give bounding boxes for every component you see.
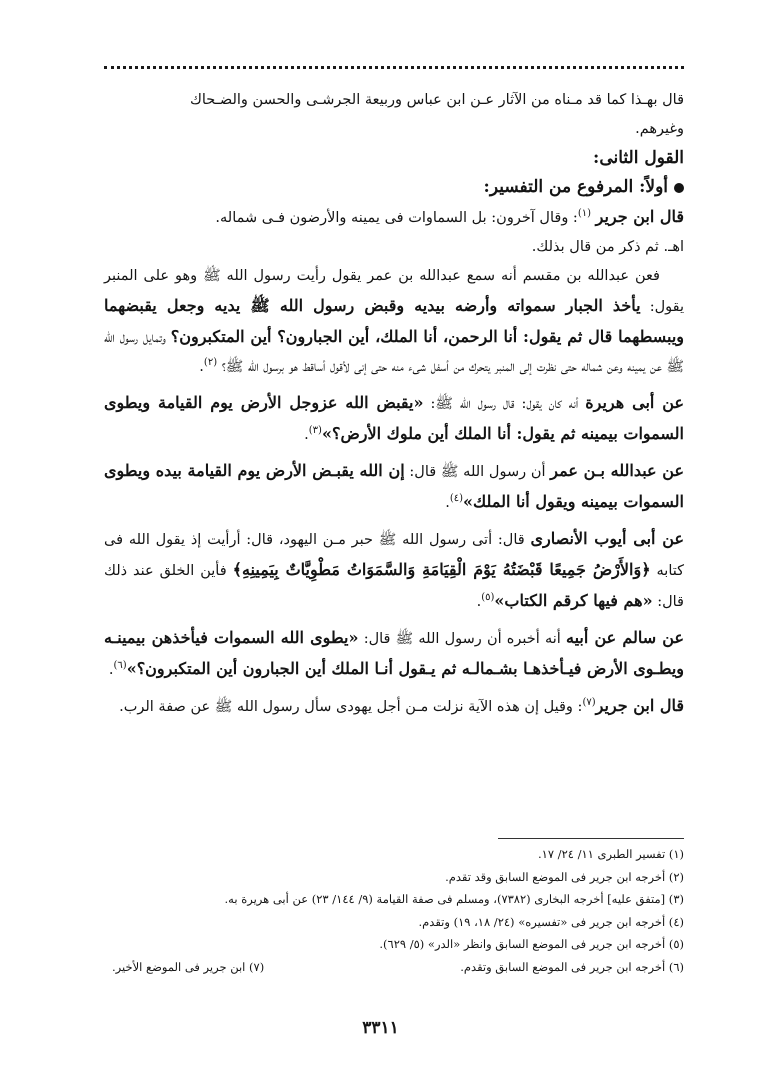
ibn-jarir-1-text: : وقال آخرون: بل السماوات فى يمينه والأرضون فـى شماله.	[215, 210, 578, 226]
hadith-2-lead: عن أبى هريرة	[585, 393, 685, 412]
hadith-2: عن أبى هريرة أنه كان يقول: قال رسول الله ﷺ: «يقبض الله عزوجل الأرض يوم القيامة ويطوى السموات بيمينه ثم يقول: أنا الملك أين ملوك الأرض؟»$^{(٣)}$.	[104, 393, 685, 443]
heading-marfu	[104, 173, 684, 202]
hadith-5-lead: عن سالم عن أبيه	[566, 628, 685, 647]
hadith-2-part1: أنه كان يقول: قال رسول الله ﷺ:	[430, 396, 579, 412]
footnote-5: (٥) أخرجه ابن جرير فى الموضع السابق وانظر «الدر» (٥/ ٦٢٩).	[379, 937, 684, 951]
hadith-4-part1: قال: أتى رسول الله ﷺ حبر مـن اليهود، قال: أرأيت إذ يقول الله فى كتابه	[104, 532, 685, 579]
footnote-6: (٦) أخرجه ابن جرير فى الموضع السابق وتقدم.	[460, 959, 684, 974]
ibn-jarir-2	[104, 691, 684, 722]
hadith-4-bold: «هم فيها كرقم الكتاب»	[494, 591, 653, 610]
hadith-1: فعن عبدالله بن مقسم أنه سمع عبدالله بن عمر يقول رأيت رسول الله ﷺ وهو على المنبر يقول: يأخذ الجبار سمواته وأرضه بيديه وقبض رسول الله ﷺ يديه وجعل يقبضهما ويبسطهما قال ثم يقول: أنا الرحمن، أنا الملك، أين الجبارون؟ أين المتكبرون؟ وتمايل رسول الله ﷺ عن يمينه وعن شماله حتى نظرت إلى المنبر يتحرك من أسفل شىء منه حتى إنى لأقول أساقط هو برسول الله ﷺ؟ $^{(٢)}$.	[104, 268, 685, 375]
footnote-2: (٢) أخرجه ابن جرير فى الموضع السابق وقد تقدم.	[445, 869, 684, 884]
hadith-3-bold: إن الله يقبـض الأرض يوم القيامة بيده ويطوى السموات بيمينه ويقول أنا الملك»	[104, 461, 684, 511]
footnote-separator	[498, 838, 684, 839]
hadith-4-part2: فأين الخلق عند ذلك قال:	[104, 563, 684, 610]
ibn-jarir-1	[104, 202, 684, 262]
hadith-5-part1: أنه أخبره أن رسول الله ﷺ قال:	[363, 631, 561, 647]
hadith-4: عن أبى أيوب الأنصارى قال: أتى رسول الله ﷺ حبر مـن اليهود، قال: أرأيت إذ يقول الله فى كتابه ﴿وَالأَرْضُ جَمِيعًا قَبْضَتُهُ يَوْمَ الْقِيَامَةِ وَالسَّمَوَاتُ مَطْوِيَّاتٌ بِيَمِينِهِ﴾ فأين الخلق عند ذلك قال: «هم فيها كرقم الكتاب»$^{(٥)}$.	[104, 529, 685, 610]
footnote-4: (٤) أخرجه ابن جرير فى «تفسيره» (٢٤/ ١٨، ١٩) وتقدم.	[418, 914, 684, 929]
hadith-5: عن سالم عن أبيه أنه أخبره أن رسول الله ﷺ قال: «يطوى الله السموات فيأخذهن بيمينـه ويطـوى الأرض فيـأخذهـا بشـمالـه ثم يـقول أنـا الملك أين الجبارون أين المتكبرون؟»$^{(٦)}$.	[104, 628, 685, 678]
footnote-7: (٧) ابن جرير فى الموضع الأخير.	[112, 959, 265, 974]
footnotes	[104, 843, 684, 978]
footnote-ref-2: (٢)	[203, 357, 218, 369]
ibn-jarir-1-line2: اهـ. ثم ذكر من قال بذلك.	[531, 239, 684, 255]
bullet-icon	[674, 183, 684, 193]
footnote-3: (٣) [متفق عليه] أخرجه البخارى (٧٣٨٢)، ومسلم فى صفة القيامة (٩/ ١٤٤/ ٢٣) عن أبى هريرة به.	[224, 892, 684, 906]
footnote-ref-4: (٤)	[449, 493, 464, 505]
hadith-1-part2: وتمايل رسول الله ﷺ عن يمينه وعن شماله حتى نظرت إلى المنبر يتحرك من أسفل شىء منه حتى إنى لأقول أساقط هو برسول الله ﷺ؟	[104, 330, 684, 375]
footnote-row-6-7	[104, 956, 684, 979]
heading-second-opinion: القول الثانى:	[593, 148, 684, 168]
footnote-ref-6: (٦)	[113, 660, 127, 672]
hadith-3-part1: أن رسول الله ﷺ قال:	[409, 464, 546, 480]
hadith-1-part1: فعن عبدالله بن مقسم أنه سمع عبدالله بن عمر يقول رأيت رسول الله ﷺ وهو على المنبر يقول:	[104, 268, 685, 315]
footnote-ref-5: (٥)	[481, 592, 495, 604]
intro-line-2: وغيرهم.	[635, 121, 684, 137]
hadith-2-bold: «يقبض الله عزوجل الأرض يوم القيامة ويطوى السموات بيمينه ثم يقول: أنا الملك أين ملوك الأرض؟»	[104, 393, 684, 443]
footnote-ref-3: (٣)	[308, 425, 322, 437]
footnote-1: (١) تفسير الطبرى ١١/ ٢٤/ ١٧.	[538, 847, 684, 861]
intro-paragraph	[104, 86, 684, 144]
hadith-3: عن عبدالله بـن عمر أن رسول الله ﷺ قال: إن الله يقبـض الأرض يوم القيامة بيده ويطوى السموات بيمينه ويقول أنا الملك»$^{(٤)}$.	[104, 461, 685, 511]
heading-marfu-text: أولاً: المرفوع من التفسير:	[483, 177, 668, 197]
intro-line-1: قال بهـذا كما قد مـناه من الآثار عـن ابن عباس وربيعة الجرشـى والحسن والضـحاك	[189, 92, 684, 108]
top-dotted-rule	[104, 66, 684, 69]
ibn-jarir-2-text: : وقيل إن هذه الآية نزلت مـن أجل يهودى سأل رسول الله ﷺ عن صفة الرب.	[119, 699, 583, 715]
ibn-jarir-2-lead: قال ابن جرير	[595, 696, 684, 715]
hadith-5-bold: «يطوى الله السموات فيأخذهن بيمينـه ويطـوى الأرض فيـأخذهـا بشـمالـه ثم يـقول أنـا الملك أين الجبارون أين المتكبرون؟»	[104, 628, 684, 678]
hadith-4-lead: عن أبى أيوب الأنصارى	[530, 529, 684, 548]
hadith-1-bold: يأخذ الجبار سمواته وأرضه بيديه وقبض رسول الله ﷺ يديه وجعل يقبضهما ويبسطهما قال ثم يقول: أنا الرحمن، أنا الملك، أين الجبارون؟ أين المتكبرون؟	[104, 296, 685, 346]
page-body	[104, 86, 684, 728]
hadith-4-quran: ﴿وَالأَرْضُ جَمِيعًا قَبْضَتُهُ يَوْمَ الْقِيَامَةِ وَالسَّمَوَاتُ مَطْوِيَّاتٌ بِيَمِينِهِ﴾	[232, 560, 651, 579]
ibn-jarir-1-lead: قال ابن جرير	[595, 207, 684, 226]
footnote-ref-1: (١)	[577, 208, 592, 220]
footnote-ref-7: (٧)	[582, 697, 596, 709]
page-number: ٣٣١١	[362, 1018, 399, 1038]
hadith-3-lead: عن عبدالله بـن عمر	[550, 461, 685, 480]
